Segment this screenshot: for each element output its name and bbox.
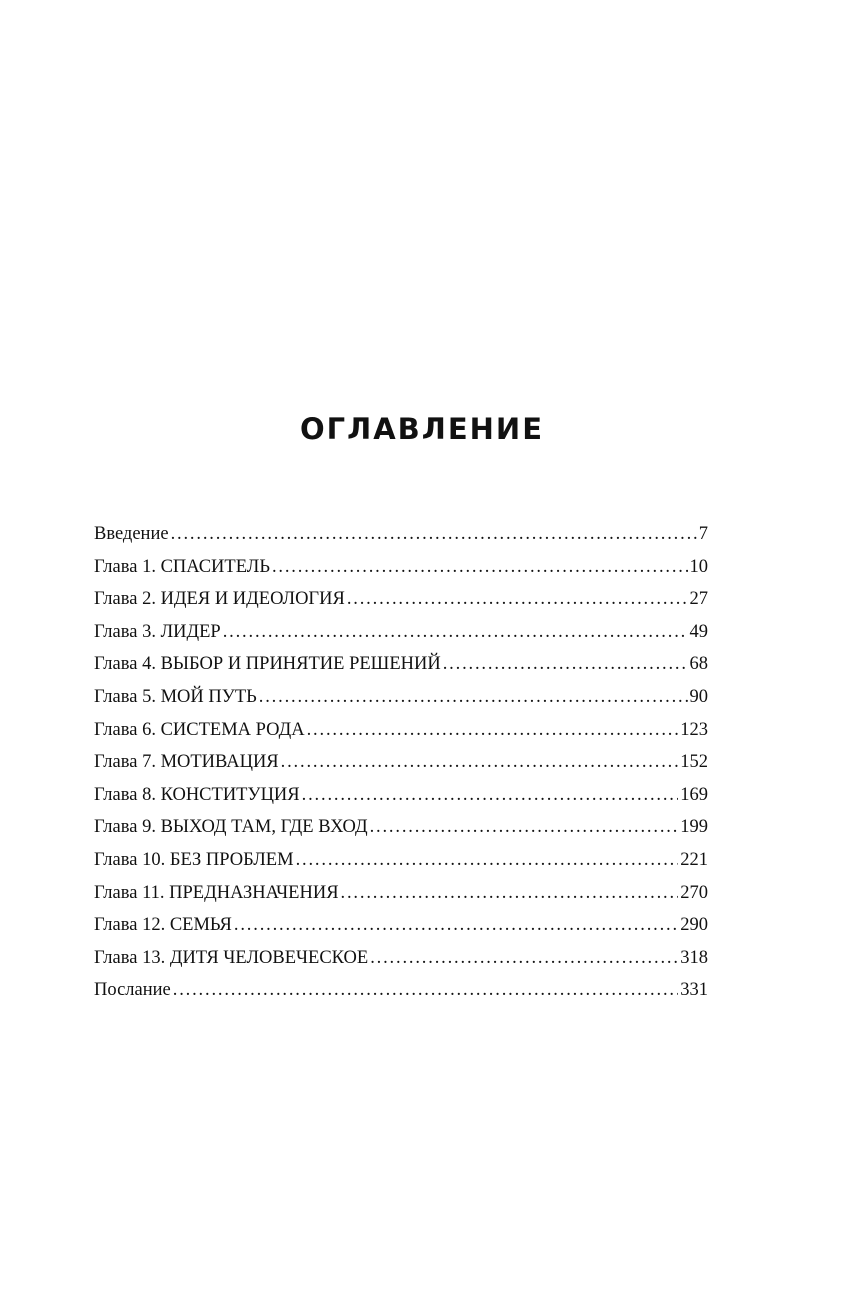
dot-leader [347,583,688,616]
toc-entry-page-number: 10 [689,556,708,577]
toc-entry-chapter-7 [94,746,708,779]
dot-leader [443,648,688,681]
toc-entry-label: Глава 4. ВЫБОР И ПРИНЯТИЕ РЕШЕНИЙ [94,654,441,675]
toc-entry-label: Глава 8. КОНСТИТУЦИЯ [94,784,300,805]
toc-entry-chapter-11 [94,877,708,910]
toc-entry-chapter-10 [94,844,708,877]
toc-entry-label: Глава 6. СИСТЕМА РОДА [94,719,305,740]
toc-entry-chapter-1 [94,551,708,584]
dot-leader [281,746,679,779]
toc-entry-label: Глава 10. БЕЗ ПРОБЛЕМ [94,849,294,870]
toc-entry-label: Глава 1. СПАСИТЕЛЬ [94,556,270,577]
toc-entry-label: Глава 9. ВЫХОД ТАМ, ГДЕ ВХОД [94,817,368,838]
toc-entry-chapter-3 [94,616,708,649]
toc-entry-label: Глава 13. ДИТЯ ЧЕЛОВЕЧЕСКОЕ [94,947,369,968]
toc-heading: ОГЛАВЛЕНИЕ [299,412,544,446]
dot-leader [234,909,678,942]
toc-entry-chapter-12 [94,909,708,942]
toc-entry-page-number: 90 [689,686,708,707]
dot-leader [341,877,679,910]
dot-leader [223,616,688,649]
toc-entry-page-number: 68 [689,654,708,675]
toc-entry-chapter-5 [94,681,708,714]
dot-leader [272,551,688,584]
toc-entry-page-number: 152 [680,752,708,773]
toc-entry-chapter-13 [94,942,708,975]
toc-entry-introduction [94,518,708,551]
toc-entry-page-number: 318 [680,947,708,968]
toc-entry-chapter-8 [94,779,708,812]
dot-leader [296,844,679,877]
dot-leader [370,811,679,844]
toc-entry-label: Глава 5. МОЙ ПУТЬ [94,686,257,707]
toc-entry-page-number: 290 [680,915,708,936]
toc-entry-label: Послание [94,980,171,1001]
toc-entry-message [94,974,708,1007]
dot-leader [302,779,679,812]
toc-entry-page-number: 27 [689,589,708,610]
dot-leader [259,681,688,714]
dot-leader [307,714,679,747]
toc-entry-label: Глава 11. ПРЕДНАЗНАЧЕНИЯ [94,882,339,903]
dot-leader [173,974,679,1007]
toc-entry-chapter-9 [94,811,708,844]
toc-list [94,518,708,1007]
toc-entry-page-number: 123 [680,719,708,740]
dot-leader [370,942,678,975]
toc-entry-page-number: 49 [689,621,708,642]
toc-entry-label: Глава 12. СЕМЬЯ [94,915,232,936]
toc-entry-page-number: 7 [698,524,708,544]
toc-entry-page-number: 169 [680,784,708,805]
toc-entry-label: Глава 2. ИДЕЯ И ИДЕОЛОГИЯ [94,589,345,610]
toc-entry-page-number: 221 [680,849,708,870]
dot-leader [171,518,697,551]
toc-entry-page-number: 270 [680,882,708,903]
toc-entry-page-number: 331 [680,980,708,1001]
toc-entry-chapter-2 [94,583,708,616]
toc-entry-page-number: 199 [680,817,708,838]
toc-entry-chapter-6 [94,714,708,747]
toc-entry-chapter-4 [94,648,708,681]
toc-entry-label: Введение [94,524,169,544]
toc-entry-label: Глава 7. МОТИВАЦИЯ [94,752,279,773]
toc-entry-label: Глава 3. ЛИДЕР [94,621,221,642]
